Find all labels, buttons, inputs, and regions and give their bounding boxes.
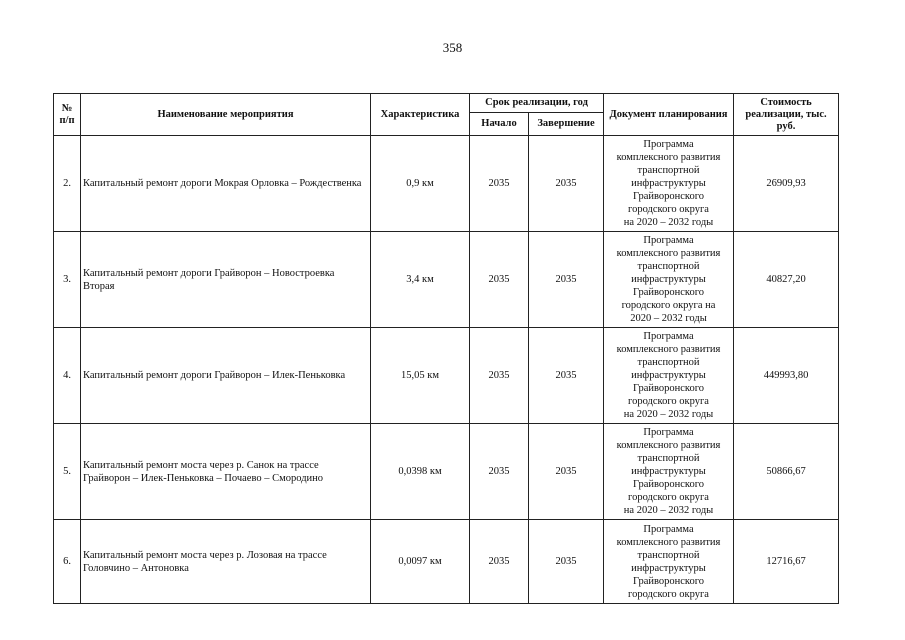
measure-name: Капитальный ремонт дороги Грайворон – Новостроевка Вторая [81,232,371,328]
document-line: инфраструктуры [631,562,706,574]
table-row [54,520,839,604]
document-line: городского округа [628,588,709,600]
characteristic: 0,0097 км [371,520,470,604]
document-line: инфраструктуры [631,178,706,189]
document-line: на 2020 – 2032 годы [623,409,714,420]
planning-document [604,424,734,520]
document-line: Программа [643,427,694,438]
document-line: транспортной [637,261,700,272]
document-line: городского округа [628,492,709,503]
end-year: 2035 [529,520,604,604]
table-row [54,328,839,424]
document-line: Грайворонского [633,575,704,587]
end-year: 2035 [529,424,604,520]
header-cost: Стоимость реализации, тыс. руб. [734,94,839,136]
row-number: 2. [54,136,81,232]
document-line: транспортной [637,453,700,464]
document-line: комплексного развития [616,152,721,163]
planning-document [604,136,734,232]
document-line: комплексного развития [616,536,721,548]
document-line: Программа [643,139,694,150]
cost: 449993,80 [734,328,839,424]
header-characteristic: Характеристика [371,94,470,136]
document-line: комплексного развития [616,344,721,355]
document-line: городского округа на [621,300,716,311]
row-number: 4. [54,328,81,424]
planning-document [604,520,734,604]
document-line: комплексного развития [616,440,721,451]
characteristic: 15,05 км [371,328,470,424]
document-line: транспортной [637,549,700,561]
document-line: городского округа [628,396,709,407]
header-period: Срок реализации, год [470,94,604,113]
document-line: транспортной [637,165,700,176]
start-year: 2035 [470,520,529,604]
header-document: Документ планирования [604,94,734,136]
row-number: 5. [54,424,81,520]
characteristic: 0,0398 км [371,424,470,520]
cost: 40827,20 [734,232,839,328]
header-name: Наименование мероприятия [81,94,371,136]
row-number: 6. [54,520,81,604]
table-row [54,424,839,520]
measure-name: Капитальный ремонт дороги Грайворон – Илек-Пеньковка [81,328,371,424]
document-line: инфраструктуры [631,274,706,285]
header-num: № п/п [54,94,81,136]
characteristic: 3,4 км [371,232,470,328]
table-row [54,232,839,328]
document-line: транспортной [637,357,700,368]
document-line: инфраструктуры [631,370,706,381]
document-line: Программа [643,235,694,246]
document-line: комплексного развития [616,248,721,259]
start-year: 2035 [470,424,529,520]
document-line: Грайворонского [633,383,704,394]
end-year: 2035 [529,328,604,424]
measure-name: Капитальный ремонт моста через р. Санок на трассе Грайворон – Илек-Пеньковка – Почаево – Смородино [81,424,371,520]
document-line: Грайворонского [633,287,704,298]
end-year: 2035 [529,232,604,328]
start-year: 2035 [470,232,529,328]
cost: 26909,93 [734,136,839,232]
document-line: Программа [643,331,694,342]
planning-document [604,328,734,424]
measure-name: Капитальный ремонт дороги Мокрая Орловка – Рождественка [81,136,371,232]
table-row [54,136,839,232]
document-line: Грайворонского [633,479,704,490]
planning-document [604,232,734,328]
document-line: на 2020 – 2032 годы [623,505,714,516]
document-line: Грайворонского [633,191,704,202]
document-line: на 2020 – 2032 годы [623,217,714,228]
cost: 50866,67 [734,424,839,520]
row-number: 3. [54,232,81,328]
header-start: Начало [470,113,529,136]
page-number: 358 [442,40,463,55]
document-line: 2020 – 2032 годы [630,313,707,324]
start-year: 2035 [470,136,529,232]
start-year: 2035 [470,328,529,424]
header-end: Завершение [529,113,604,136]
end-year: 2035 [529,136,604,232]
characteristic: 0,9 км [371,136,470,232]
document-line: Программа [643,523,694,535]
cost: 12716,67 [734,520,839,604]
document-line: городского округа [628,204,709,215]
measure-name: Капитальный ремонт моста через р. Лозовая на трассе Головчино – Антоновка [81,520,371,604]
measures-table [53,93,839,604]
document-line: инфраструктуры [631,466,706,477]
